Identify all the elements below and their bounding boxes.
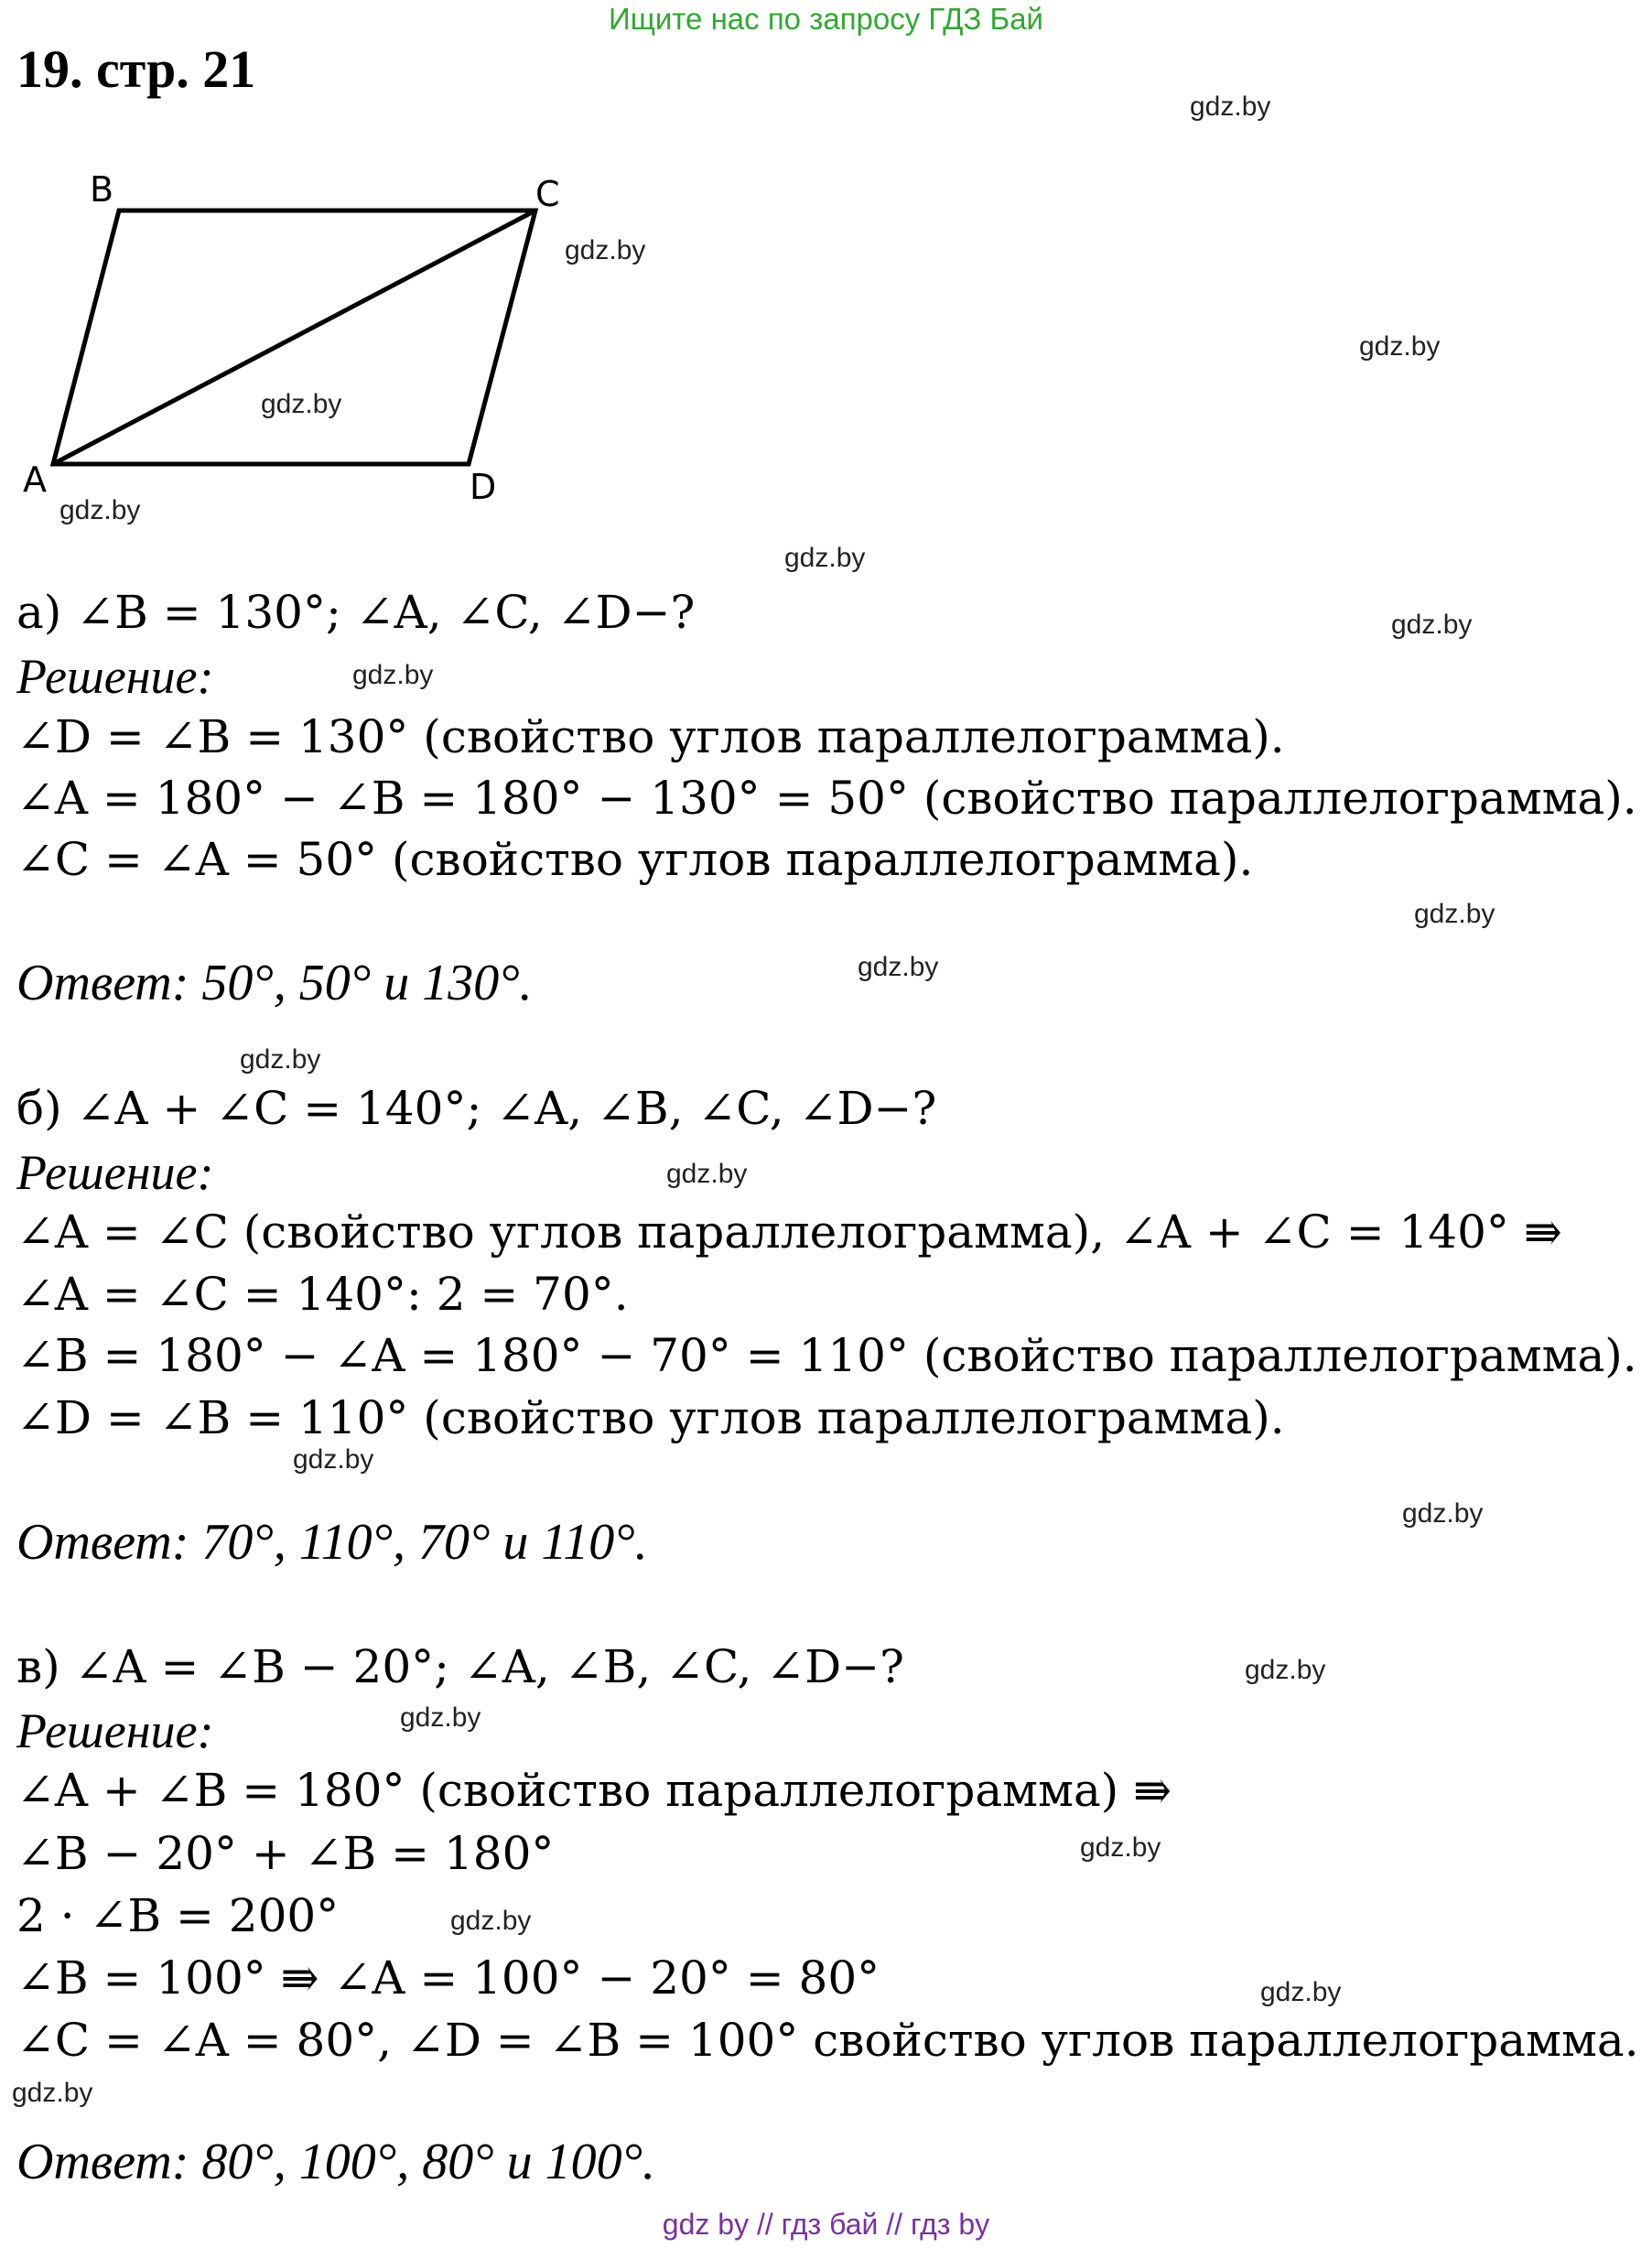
watermark: gdz.by bbox=[565, 235, 646, 265]
part-c-solution-label: Решение: bbox=[16, 1703, 214, 1758]
watermark: gdz.by bbox=[293, 1444, 374, 1475]
part-a-answer: Ответ: 50°, 50° и 130°. bbox=[16, 955, 533, 1011]
watermark: gdz.by bbox=[1260, 1977, 1342, 2007]
watermark: gdz.by bbox=[1414, 899, 1495, 929]
vertex-label-d: D bbox=[470, 467, 497, 507]
watermark: gdz.by bbox=[240, 1044, 321, 1075]
top-banner[interactable]: Ищите нас по запросу ГДЗ Бай bbox=[609, 2, 1043, 36]
watermark: gdz.by bbox=[59, 495, 141, 525]
watermark: gdz.by bbox=[1190, 92, 1271, 122]
part-b-line-1: ∠A = ∠C (свойство углов параллелограмма), ∠A + ∠C = 140° ⇛ bbox=[16, 1205, 1562, 1259]
part-c-question: в) ∠A = ∠B − 20°; ∠A, ∠B, ∠C, ∠D−? bbox=[16, 1640, 904, 1693]
part-b-solution-label: Решение: bbox=[16, 1145, 214, 1200]
part-a-line-3: ∠C = ∠A = 50° (свойство углов параллелограмма). bbox=[16, 833, 1254, 886]
parallelogram-figure bbox=[18, 169, 567, 517]
part-a-line-1: ∠D = ∠B = 130° (свойство углов параллелограмма). bbox=[16, 710, 1285, 763]
part-c-answer: Ответ: 80°, 100°, 80° и 100°. bbox=[16, 2134, 655, 2190]
watermark: gdz.by bbox=[1245, 1655, 1326, 1685]
watermark: gdz.by bbox=[666, 1159, 748, 1189]
watermark: gdz.by bbox=[261, 389, 342, 419]
watermark: gdz.by bbox=[352, 660, 434, 690]
watermark: gdz.by bbox=[1080, 1832, 1161, 1863]
vertex-label-b: B bbox=[90, 169, 114, 210]
part-b-question: б) ∠A + ∠C = 140°; ∠A, ∠B, ∠C, ∠D−? bbox=[16, 1082, 937, 1135]
vertex-label-c: C bbox=[535, 174, 560, 214]
part-b-line-2: ∠A = ∠C = 140°: 2 = 70°. bbox=[16, 1268, 629, 1321]
part-c-line-4: ∠B = 100° ⇛ ∠A = 100° − 20° = 80° bbox=[16, 1951, 880, 2005]
watermark: gdz.by bbox=[1402, 1498, 1484, 1529]
footer-links[interactable]: gdz by // гдз бай // гдз by bbox=[662, 2208, 990, 2241]
watermark: gdz.by bbox=[858, 952, 939, 982]
watermark: gdz.by bbox=[12, 2078, 93, 2108]
watermark: gdz.by bbox=[400, 1702, 481, 1733]
watermark: gdz.by bbox=[1391, 610, 1473, 640]
part-c-line-3: 2 · ∠B = 200° bbox=[16, 1889, 340, 1942]
part-b-line-3: ∠B = 180° − ∠A = 180° − 70° = 110° (свойство параллелограмма). bbox=[16, 1329, 1637, 1382]
part-a-line-2: ∠A = 180° − ∠B = 180° − 130° = 50° (свойство параллелограмма). bbox=[16, 772, 1637, 825]
part-b-line-4: ∠D = ∠B = 110° (свойство углов параллелограмма). bbox=[16, 1391, 1285, 1444]
watermark: gdz.by bbox=[1359, 331, 1441, 362]
vertex-label-a: A bbox=[23, 459, 47, 500]
watermark: gdz.by bbox=[450, 1906, 532, 1936]
watermark: gdz.by bbox=[784, 543, 866, 573]
part-c-line-1: ∠A + ∠B = 180° (свойство параллелограмма) ⇛ bbox=[16, 1764, 1172, 1817]
diagonal-ac bbox=[53, 211, 535, 464]
page-title: 19. стр. 21 bbox=[16, 39, 256, 99]
part-c-line-2: ∠B − 20° + ∠B = 180° bbox=[16, 1827, 555, 1880]
part-c-line-5: ∠C = ∠A = 80°, ∠D = ∠B = 100° свойство углов параллелограмма. bbox=[16, 2014, 1639, 2067]
part-b-answer: Ответ: 70°, 110°, 70° и 110°. bbox=[16, 1514, 648, 1571]
part-a-question: а) ∠B = 130°; ∠A, ∠C, ∠D−? bbox=[16, 586, 696, 639]
part-a-solution-label: Решение: bbox=[16, 649, 214, 704]
